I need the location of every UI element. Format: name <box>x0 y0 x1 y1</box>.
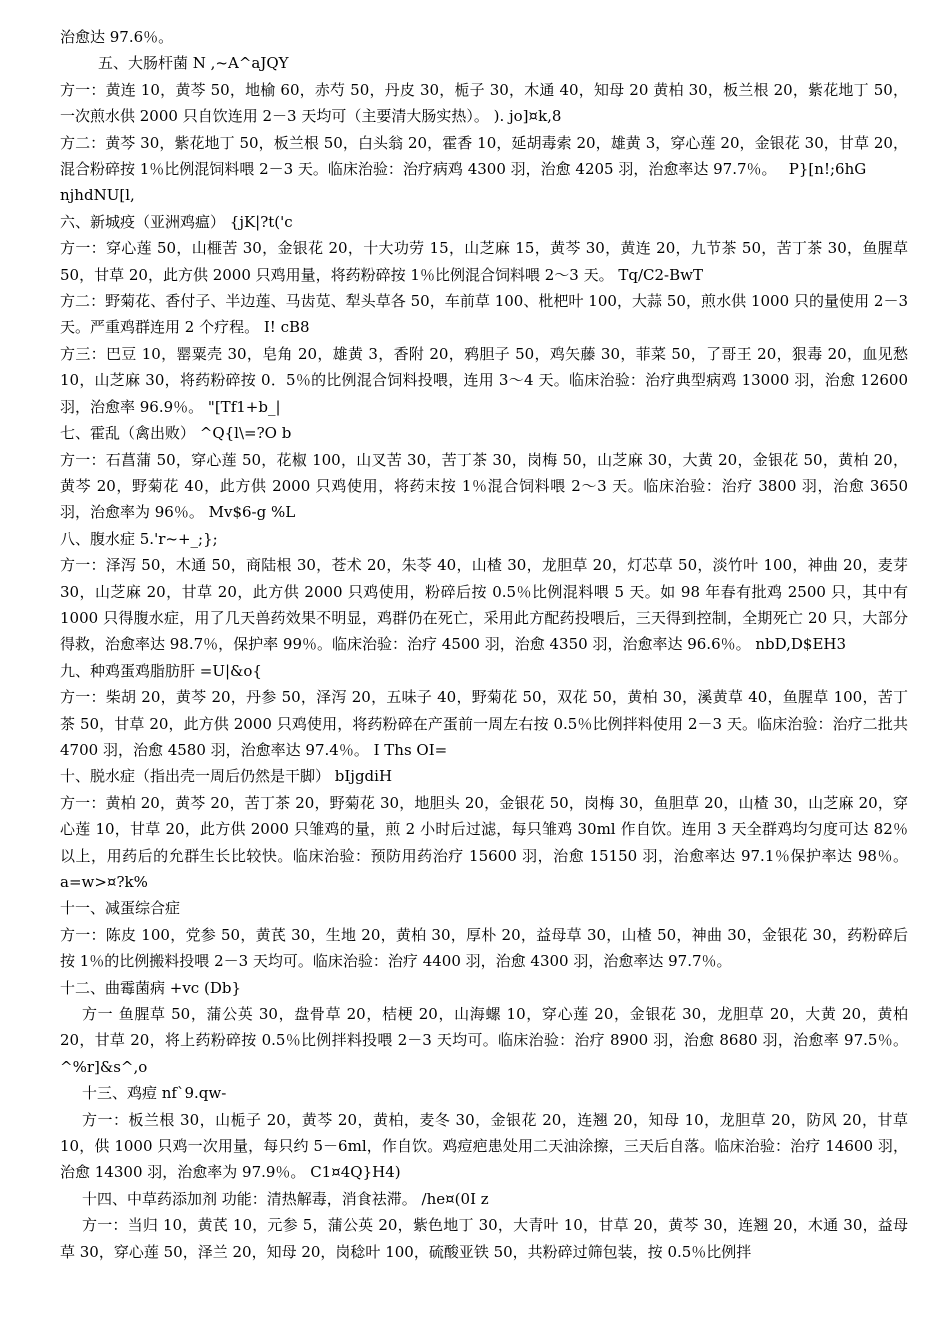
paragraph: 方一：穿心莲 50，山榧苦 30，金银花 20，十大功劳 15，山芝麻 15，黄芩 30，黄连 20，九节茶 50，苦丁茶 30，鱼腥草 50，甘草 20，此方供 2000 只鸡用量，将药粉碎按 1％比例混合饲料喂 2～3 天。 Tq/C2-BwT <box>60 239 908 284</box>
paragraph: 十四、中草药添加剂 功能：清热解毒，消食祛滞。 /he¤(0I z <box>82 1189 489 1208</box>
paragraph: 方一：泽泻 50，木通 50，商陆根 30，苍术 20，朱苓 40，山楂 30，龙胆草 20，灯芯草 50，淡竹叶 100，神曲 20，麦芽 30，山芝麻 20，甘草 20，此方供 2000 只鸡使用，粉碎后按 0.5％比例混料喂 5 天。如 98 年春有批鸡 2500 只，其中有 1000 只得腹水症，用了几天兽药效果不明显，鸡群仍在死亡，采用此方配药投喂后，三天得到控制，全期死亡 20 只，大部分得救，治愈率达 98.7％，保护率 99％。临床治验：治疗 4500 羽，治愈 4350 羽，治愈率达 96.6％。 nbD,D$EH3 <box>60 556 908 654</box>
paragraph: 治愈达 97.6％。 <box>60 28 174 46</box>
paragraph: 六、新城疫（亚洲鸡瘟） {jK|?t('c <box>60 212 293 231</box>
paragraph: 方二：野菊花、香付子、半边莲、马齿苋、犁头草各 50，车前草 100、枇杷叶 100，大蒜 50，煎水供 1000 只的量使用 2－3 天。严重鸡群连用 2 个疗程。 I! cB8 <box>60 292 908 337</box>
paragraph: 七、霍乱（禽出败） ^Q{l\=?O b <box>60 424 292 443</box>
paragraph: 方一：板兰根 30，山栀子 20，黄芩 20，黄柏，麦冬 30，金银花 20，连翘 20，知母 10，龙胆草 20，防风 20，甘草 10，供 1000 只鸡一次用量，每只约 5－6ml，作自饮。鸡痘疤患处用二天油涂擦，三天后自落。临床治验：治疗 14600 羽，治愈 14300 羽，治愈率为 97.9％。 C1¤4Q}H4) <box>60 1110 908 1182</box>
paragraph: 九、种鸡蛋鸡脂肪肝 =U|&o{ <box>60 661 262 680</box>
paragraph: 十二、曲霉菌病 +vc (Db} <box>60 978 242 997</box>
paragraph: 方一 鱼腥草 50，蒲公英 30，盘骨草 20，桔梗 20，山海螺 10，穿心莲 20，金银花 30，龙胆草 20，大黄 20，黄柏 20，甘草 20，将上药粉碎按 0.5％比例拌料投喂 2－3 天均可。临床治验：治疗 8900 羽，治愈 8680 羽，治愈率 97.5％。 ^%r]&s^,o <box>60 1005 908 1076</box>
paragraph: 方一：陈皮 100，党参 50，黄芪 30，生地 20，黄柏 30，厚朴 20，益母草 30，山楂 50，神曲 30，金银花 30，药粉碎后按 1％的比例搬料投喂 2－3 天均可。临床治验：治疗 4400 羽，治愈 4300 羽，治愈率达 97.7％。 <box>60 925 908 971</box>
paragraph: 方一：柴胡 20，黄芩 20，丹参 50，泽泻 20，五味子 40，野菊花 50，双花 50，黄柏 30，溪黄草 40，鱼腥草 100，苦丁茶 50，甘草 20，此方供 2000 只鸡使用，将药粉碎在产蛋前一周左右按 0.5％比例拌料使用 2－3 天。临床治验：治疗二批共 4700 羽，治愈 4580 羽，治愈率达 97.4％。 I Ths OI= <box>60 688 908 759</box>
paragraph: 方一：当归 10，黄芪 10，元参 5，蒲公英 20，紫色地丁 30，大青叶 10，甘草 20，黄芩 30，连翘 20，木通 30，益母草 30，穿心莲 50，泽兰 20，知母 20，岗稔叶 100，硫酸亚铁 50，共粉碎过筛包装，按 0.5％比例拌 <box>60 1216 908 1261</box>
paragraph: 八、腹水症 5.'r~+_;}; <box>60 529 218 548</box>
paragraph: 十一、减蛋综合症 <box>60 899 181 918</box>
paragraph: 十三、鸡痘 nf`9.qw- <box>82 1084 227 1103</box>
paragraph: 方三：巴豆 10，罂粟壳 30，皂角 20，雄黄 3，香附 20，鸦胆子 50，鸡矢藤 30，菲菜 50，了哥王 20，狠毒 20，血见愁 10，山芝麻 30，将药粉碎按 0．5％的比例混合饲料投喂，连用 3～4 天。临床治验：治疗典型病鸡 13000 羽，治愈 12600 羽，治愈率 96.9％。 "[Tf1+b_| <box>60 344 908 416</box>
paragraph: 方一：黄连 10，黄芩 50，地榆 60，赤芍 50，丹皮 30，栀子 30，木通 40，知母 20 黄柏 30，板兰根 20，紫花地丁 50，一次煎水供 2000 只自饮连用 2－3 天均可（主要清大肠实热）。 ). jo]¤k,8 <box>60 80 908 126</box>
paragraph: 五、大肠杆菌 N ,~A^aJQY <box>98 54 289 73</box>
paragraph: 方一：石菖蒲 50，穿心莲 50，花椒 100，山叉苦 30，苦丁茶 30，岗梅 50，山芝麻 30，大黄 20，金银花 50，黄柏 20，黄芩 20，野菊花 40，此方供 2000 只鸡使用，将药末按 1％混合饲料喂 2～3 天。临床治验：治疗 3800 羽，治愈 3650 羽，治愈率为 96％。 Mv$6-g %L <box>60 450 908 522</box>
paragraph: 方二：黄芩 30，紫花地丁 50，板兰根 50，白头翁 20，霍香 10，延胡毒索 20，雄黄 3，穿心莲 20，金银花 30，甘草 20，混合粉碎按 1％比例混饲料喂 2－3 天。临床治验：治疗病鸡 4300 羽，治愈 4205 羽，治愈率达 97.7％。 P}[n!;6hG <box>60 133 908 179</box>
paragraph: 方一：黄柏 20，黄芩 20，苦丁茶 20，野菊花 30，地胆头 20，金银花 50，岗梅 30，鱼胆草 20，山楂 30，山芝麻 20，穿心莲 10，甘草 20，此方供 2000 只雏鸡的量，煎 2 小时后过滤，每只雏鸡 30ml 作自饮。连用 3 天全群鸡均匀度可达 82％以上，用药后的允群生长比较快。临床治验：预防用药治疗 15600 羽，治愈 15150 羽，治愈率达 97.1％保护率达 98％。 a=w>¤?k% <box>60 793 908 891</box>
paragraph: njhdNU[l, <box>60 186 135 205</box>
paragraph: 十、脱水症（指出壳一周后仍然是干脚） bIjgdiH <box>60 767 393 786</box>
